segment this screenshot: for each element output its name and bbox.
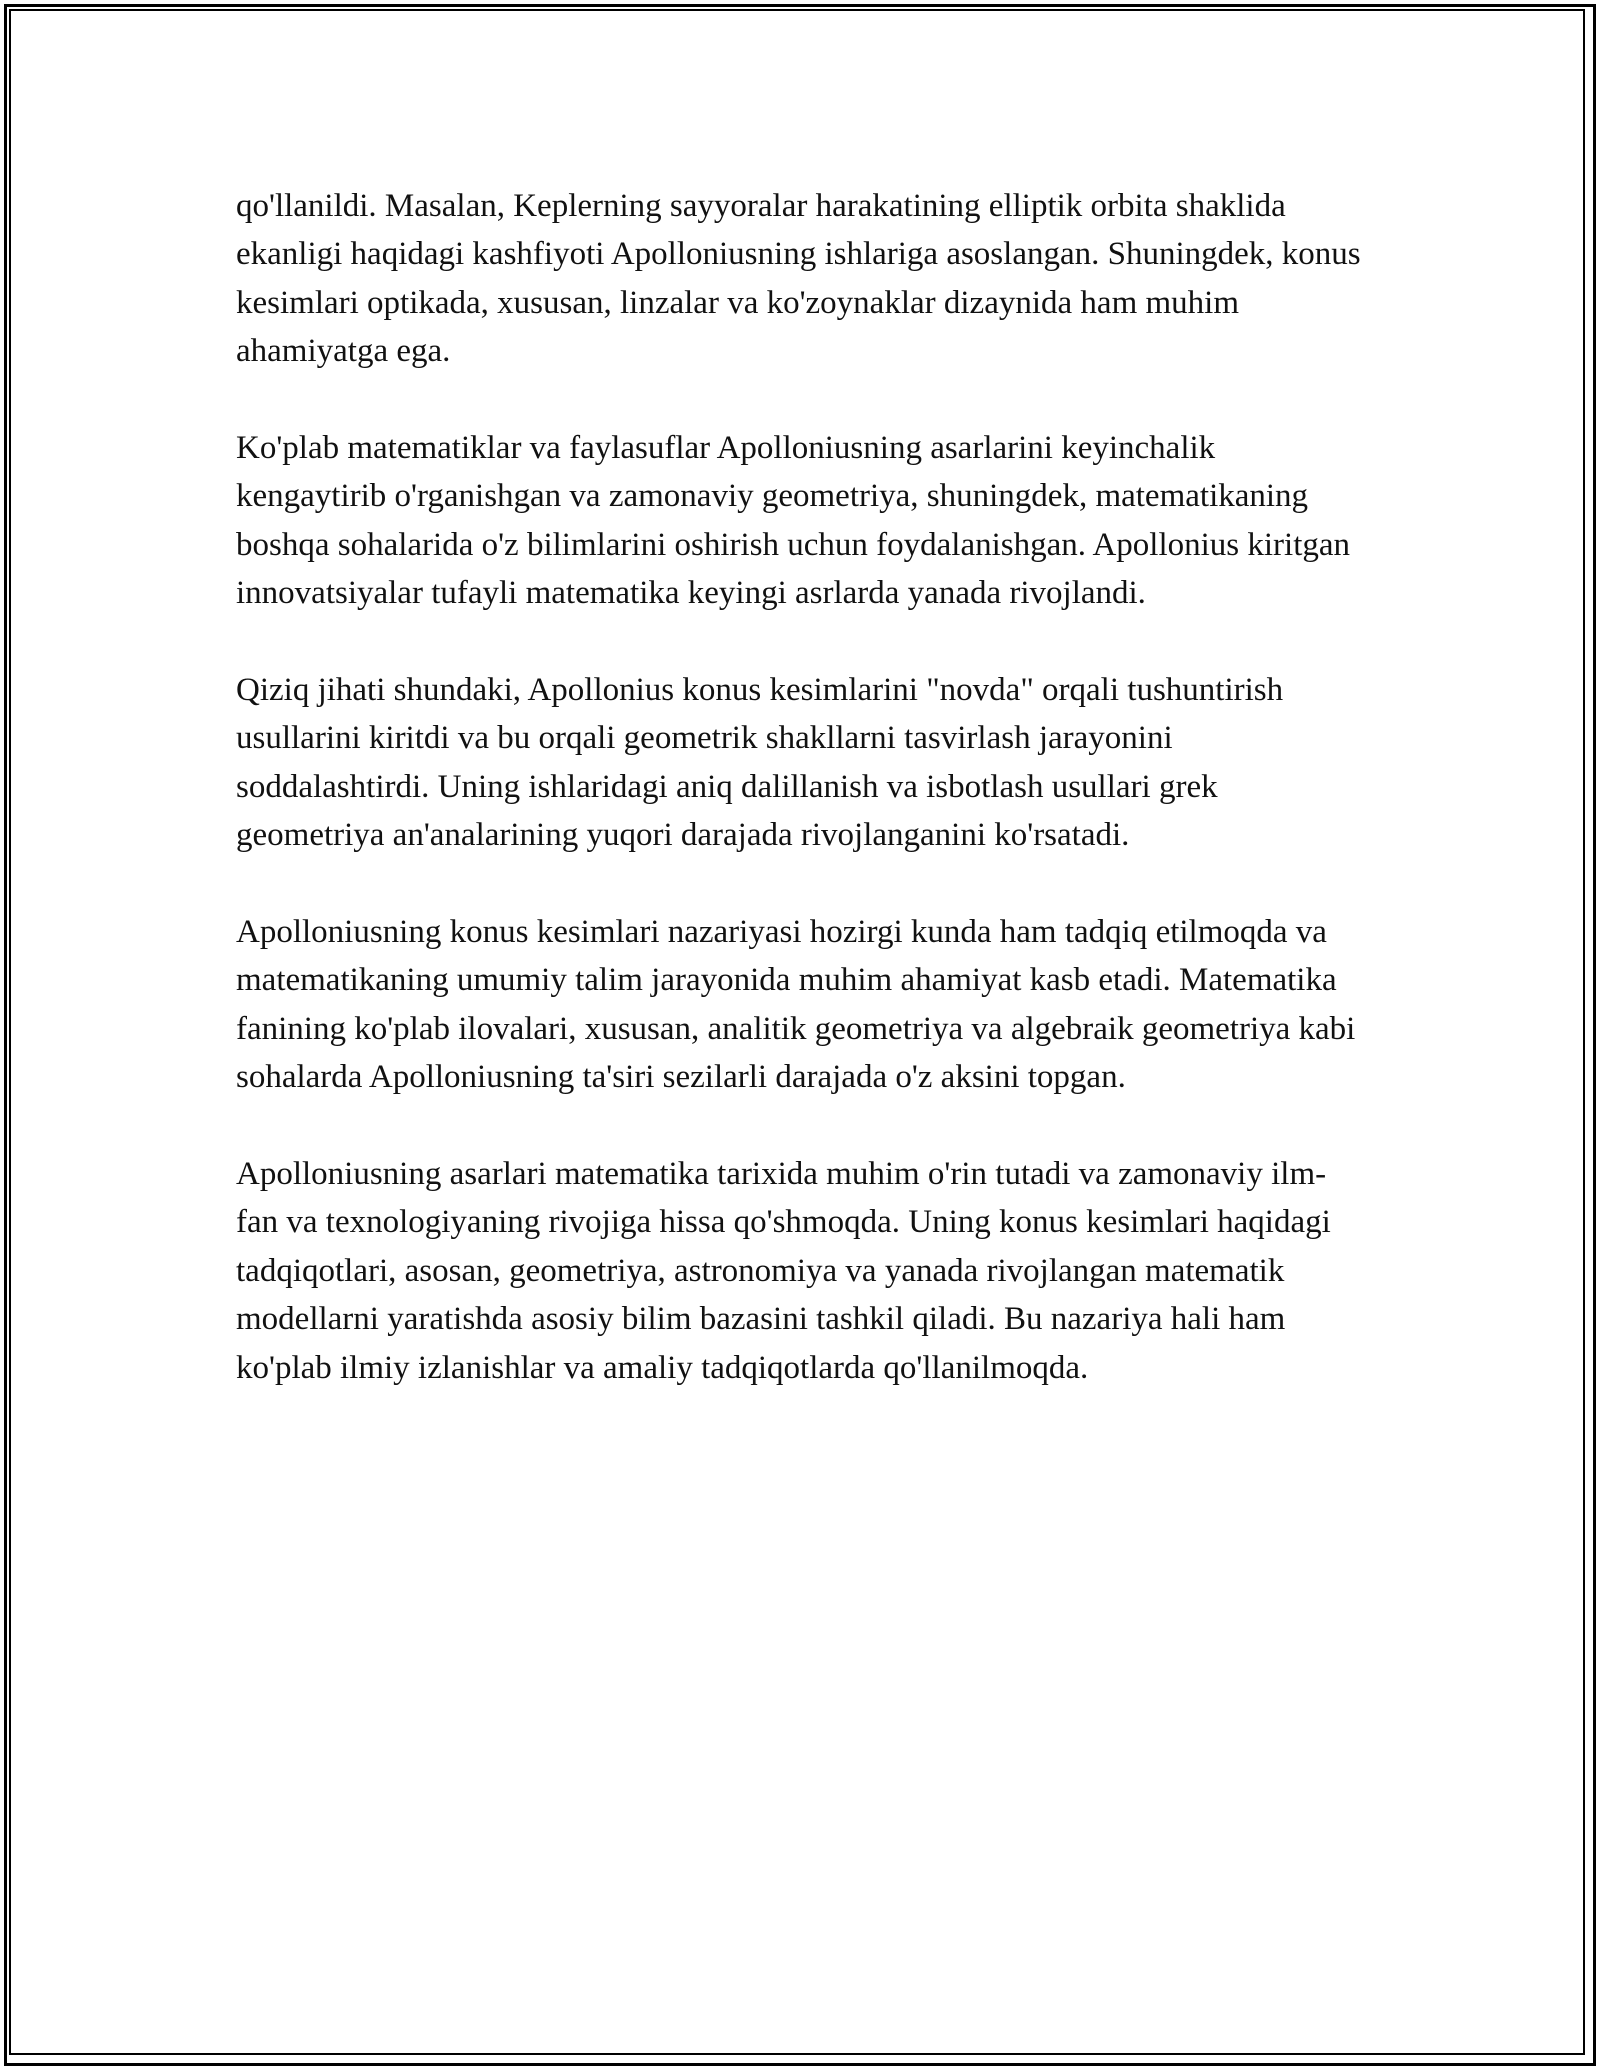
paragraph-2: Ko'plab matematiklar va faylasuflar Apolloniusning asarlarini keyinchalik kengaytirib o'rganishgan va zamonaviy geometriya, shuningdek, matematikaning boshqa sohalarida o'z bilimlarini oshirish uchun foydalanishgan. Apollonius kiritgan innovatsiyalar tufayli matematika keyingi asrlarda yanada rivojlandi. [236, 430, 1351, 612]
paragraph-1: qo'llanildi. Masalan, Keplerning sayyoralar harakatining elliptik orbita shaklida ekanligi haqidagi kashfiyoti Apolloniusning ishlariga asoslangan. Shuningdek, konus kesimlari optikada, xususan, linzalar va ko'zoynaklar dizaynida ham muhim ahamiyatga ega. [236, 188, 1361, 370]
paragraph-3: Qiziq jihati shundaki, Apollonius konus kesimlarini "novda" orqali tushuntirish usullarini kiritdi va bu orqali geometrik shakllarni tasvirlash jarayonini soddalashtirdi. Uning ishlaridagi aniq dalillanish va isbotlash usullari grek geometriya an'analarining yuqori darajada rivojlanganini ko'rsatadi. [236, 672, 1284, 854]
paragraph-5: Apolloniusning asarlari matematika tarixida muhim o'rin tutadi va zamonaviy ilm-fan va texnologiyaning rivojiga hissa qo'shmoqda. Uning konus kesimlari haqidagi tadqiqotlari, asosan, geometriya, astronomiya va yanada rivojlangan matematik modellarni yaratishda asosiy bilim bazasini tashkil qiladi. Bu nazariya hali ham ko'plab ilmiy izlanishlar va amaliy tadqiqotlarda qo'llanilmoqda. [236, 1156, 1331, 1386]
document-body [236, 182, 1366, 1440]
paragraph-4: Apolloniusning konus kesimlari nazariyasi hozirgi kunda ham tadqiq etilmoqda va matematikaning umumiy talim jarayonida muhim ahamiyat kasb etadi. Matematika fanining ko'plab ilovalari, xususan, analitik geometriya va algebraik geometriya kabi sohalarda Apolloniusning ta'siri sezilarli darajada o'z aksini topgan. [236, 914, 1356, 1096]
